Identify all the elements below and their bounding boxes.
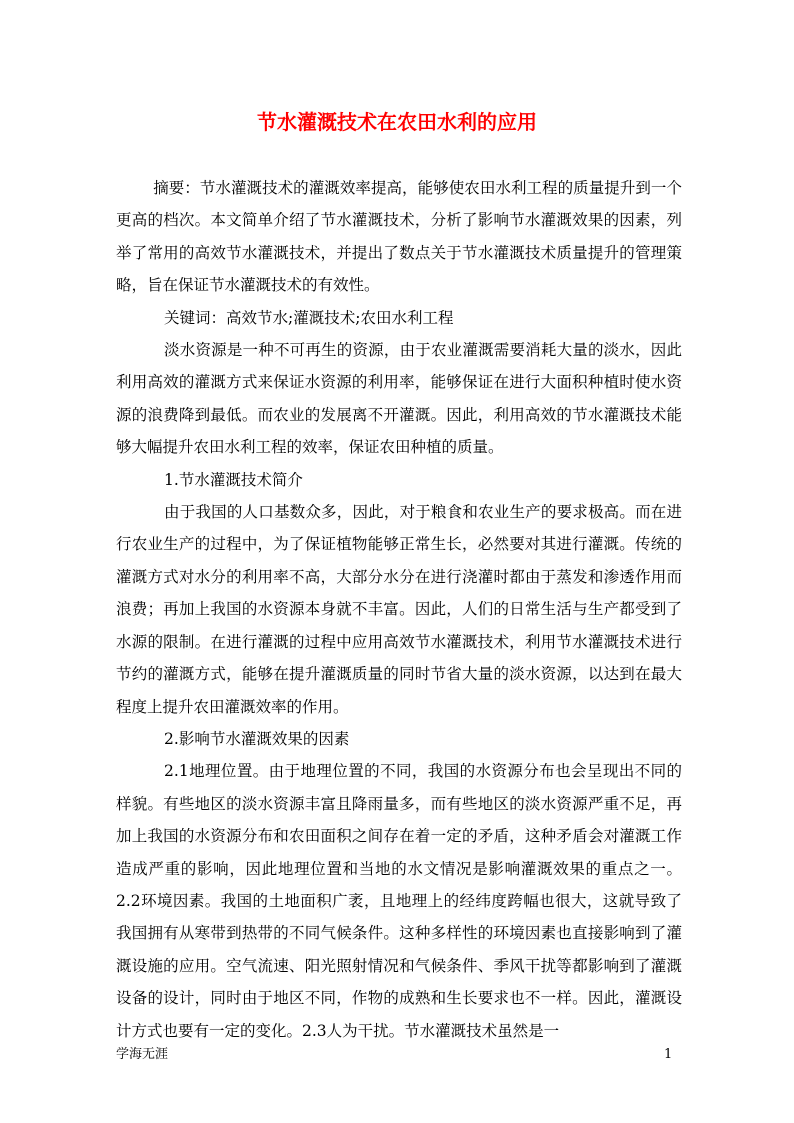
page-title: 节水灌溉技术在农田水利的应用 xyxy=(257,110,537,134)
section-heading-2: 2.影响节水灌溉效果的因素 xyxy=(164,729,350,748)
document-body xyxy=(116,172,682,1047)
section-2-paragraph: 2.1地理位置。由于地理位置的不同，我国的水资源分布也会呈现出不同的样貌。有些地区的淡水资源丰富且降雨量多，而有些地区的淡水资源严重不足，再加上我国的水资源分布和农田面积之间存在着一定的矛盾，这种矛盾会对灌溉工作造成严重的影响，因此地理位置和当地的水文情况是影响灌溉效果的重点之一。2.2环境因素。我国的土地面积广袤，且地理上的经纬度跨幅也很大，这就导致了我国拥有从寒带到热带的不同气候条件。这种多样性的环境因素也直接影响到了灌溉设施的应用。空气流速、阳光照射情况和气候条件、季风干扰等都影响到了灌溉设备的设计，同时由于地区不同，作物的成熟和生长要求也不一样。因此，灌溉设计方式也要有一定的变化。2.3人为干扰。节水灌溉技术虽然是一 xyxy=(116,762,682,1040)
abstract-paragraph: 摘要：节水灌溉技术的灌溉效率提高，能够使农田水利工程的质量提升到一个更高的档次。本文简单介绍了节水灌溉技术，分析了影响节水灌溉效果的因素，列举了常用的高效节水灌溉技术，并提出了数点关于节水灌溉技术质量提升的管理策略，旨在保证节水灌溉技术的有效性。 xyxy=(116,179,682,295)
page-number: 1 xyxy=(664,1047,673,1062)
intro-paragraph: 淡水资源是一种不可再生的资源，由于农业灌溉需要消耗大量的淡水，因此利用高效的灌溉方式来保证水资源的利用率，能够保证在进行大面积种植时使水资源的浪费降到最低。而农业的发展离不开灌溉。因此，利用高效的节水灌溉技术能够大幅提升农田水利工程的效率，保证农田种植的质量。 xyxy=(116,341,682,457)
keywords-paragraph: 关键词：高效节水;灌溉技术;农田水利工程 xyxy=(164,308,454,327)
section-heading-1: 1.节水灌溉技术简介 xyxy=(164,470,303,489)
footer-text: 学海无涯 xyxy=(116,1047,169,1062)
section-1-paragraph: 由于我国的人口基数众多，因此，对于粮食和农业生产的要求极高。而在进行农业生产的过程中，为了保证植物能够正常生长，必然要对其进行灌溉。传统的灌溉方式对水分的利用率不高，大部分水分在进行浇灌时都由于蒸发和渗透作用而浪费；再加上我国的水资源本身就不丰富。因此，人们的日常生活与生产都受到了水源的限制。在进行灌溉的过程中应用高效节水灌溉技术，利用节水灌溉技术进行节约的灌溉方式，能够在提升灌溉质量的同时节省大量的淡水资源，以达到在最大程度上提升农田灌溉效率的作用。 xyxy=(116,503,682,716)
